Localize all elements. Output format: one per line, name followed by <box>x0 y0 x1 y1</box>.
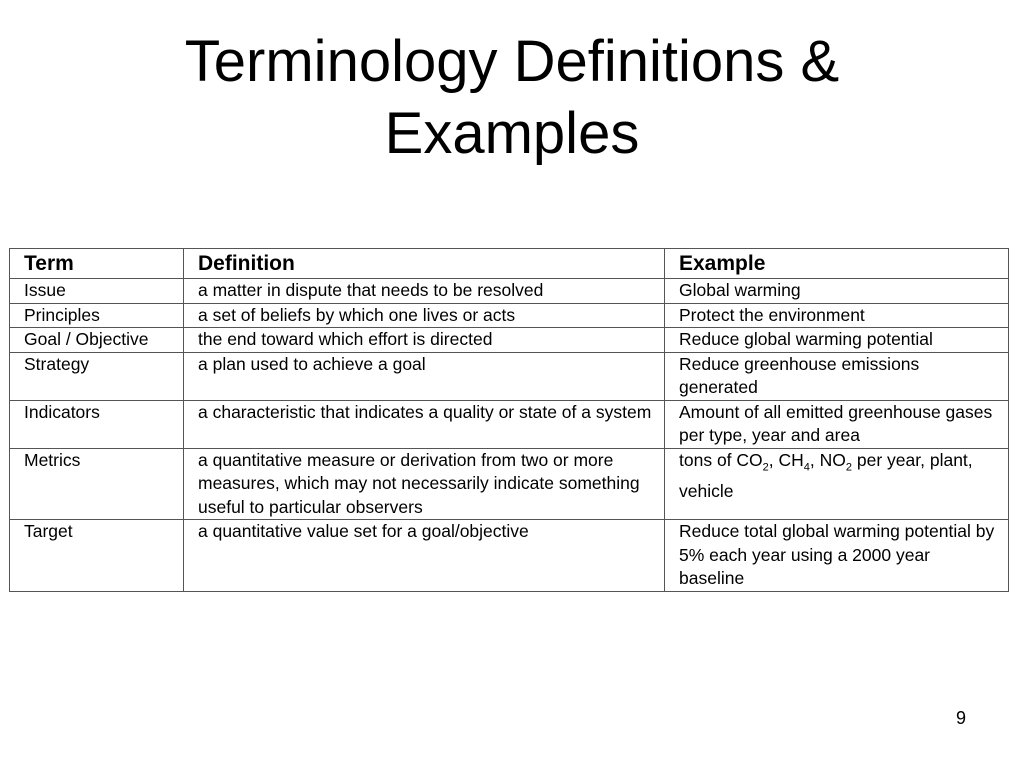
definition-cell: a quantitative measure or derivation from two or more measures, which may not necessarily indicate something useful to particular observers <box>184 448 665 520</box>
subscript: 2 <box>762 461 769 473</box>
term-cell: Target <box>10 520 184 592</box>
example-cell: Reduce greenhouse emissions generated <box>665 352 1009 400</box>
definition-cell: a matter in dispute that needs to be resolved <box>184 279 665 304</box>
slide-title <box>0 26 1024 170</box>
example-text: tons of CO <box>679 449 763 470</box>
subscript: 2 <box>845 461 853 473</box>
table-row <box>10 352 1009 400</box>
header-term: Term <box>10 249 184 279</box>
example-cell <box>665 448 1009 520</box>
header-example: Example <box>665 249 1009 279</box>
example-cell: Protect the environment <box>665 303 1009 328</box>
table-row <box>10 303 1009 328</box>
term-cell: Metrics <box>10 448 184 520</box>
table-row <box>10 520 1009 592</box>
table-header-row <box>10 249 1009 279</box>
subscript: 4 <box>803 461 810 473</box>
term-cell: Strategy <box>10 352 184 400</box>
example-cell: Reduce global warming potential <box>665 328 1009 353</box>
page-number: 9 <box>955 708 966 728</box>
term-cell: Goal / Objective <box>10 328 184 353</box>
term-cell: Principles <box>10 303 184 328</box>
definition-cell: a quantitative value set for a goal/objective <box>184 520 665 592</box>
definition-cell: a characteristic that indicates a quality or state of a system <box>184 400 665 448</box>
table-row <box>10 279 1009 304</box>
example-text: , CH <box>768 449 804 470</box>
example-text: , NO <box>809 449 846 470</box>
definition-cell: a set of beliefs by which one lives or acts <box>184 303 665 328</box>
example-cell: Global warming <box>665 279 1009 304</box>
slide-title-line-1: Terminology Definitions & <box>184 29 840 94</box>
example-cell: Reduce total global warming potential by 5% each year using a 2000 year baseline <box>665 520 1009 592</box>
table-row <box>10 400 1009 448</box>
definition-cell: the end toward which effort is directed <box>184 328 665 353</box>
term-cell: Issue <box>10 279 184 304</box>
term-cell: Indicators <box>10 400 184 448</box>
table-row <box>10 328 1009 353</box>
table-row <box>10 448 1009 520</box>
header-definition: Definition <box>184 249 665 279</box>
example-text: per year, plant, vehicle <box>679 449 973 501</box>
terminology-table <box>9 248 1009 592</box>
example-cell: Amount of all emitted greenhouse gases per type, year and area <box>665 400 1009 448</box>
slide-title-line-2: Examples <box>384 101 640 166</box>
definition-cell: a plan used to achieve a goal <box>184 352 665 400</box>
